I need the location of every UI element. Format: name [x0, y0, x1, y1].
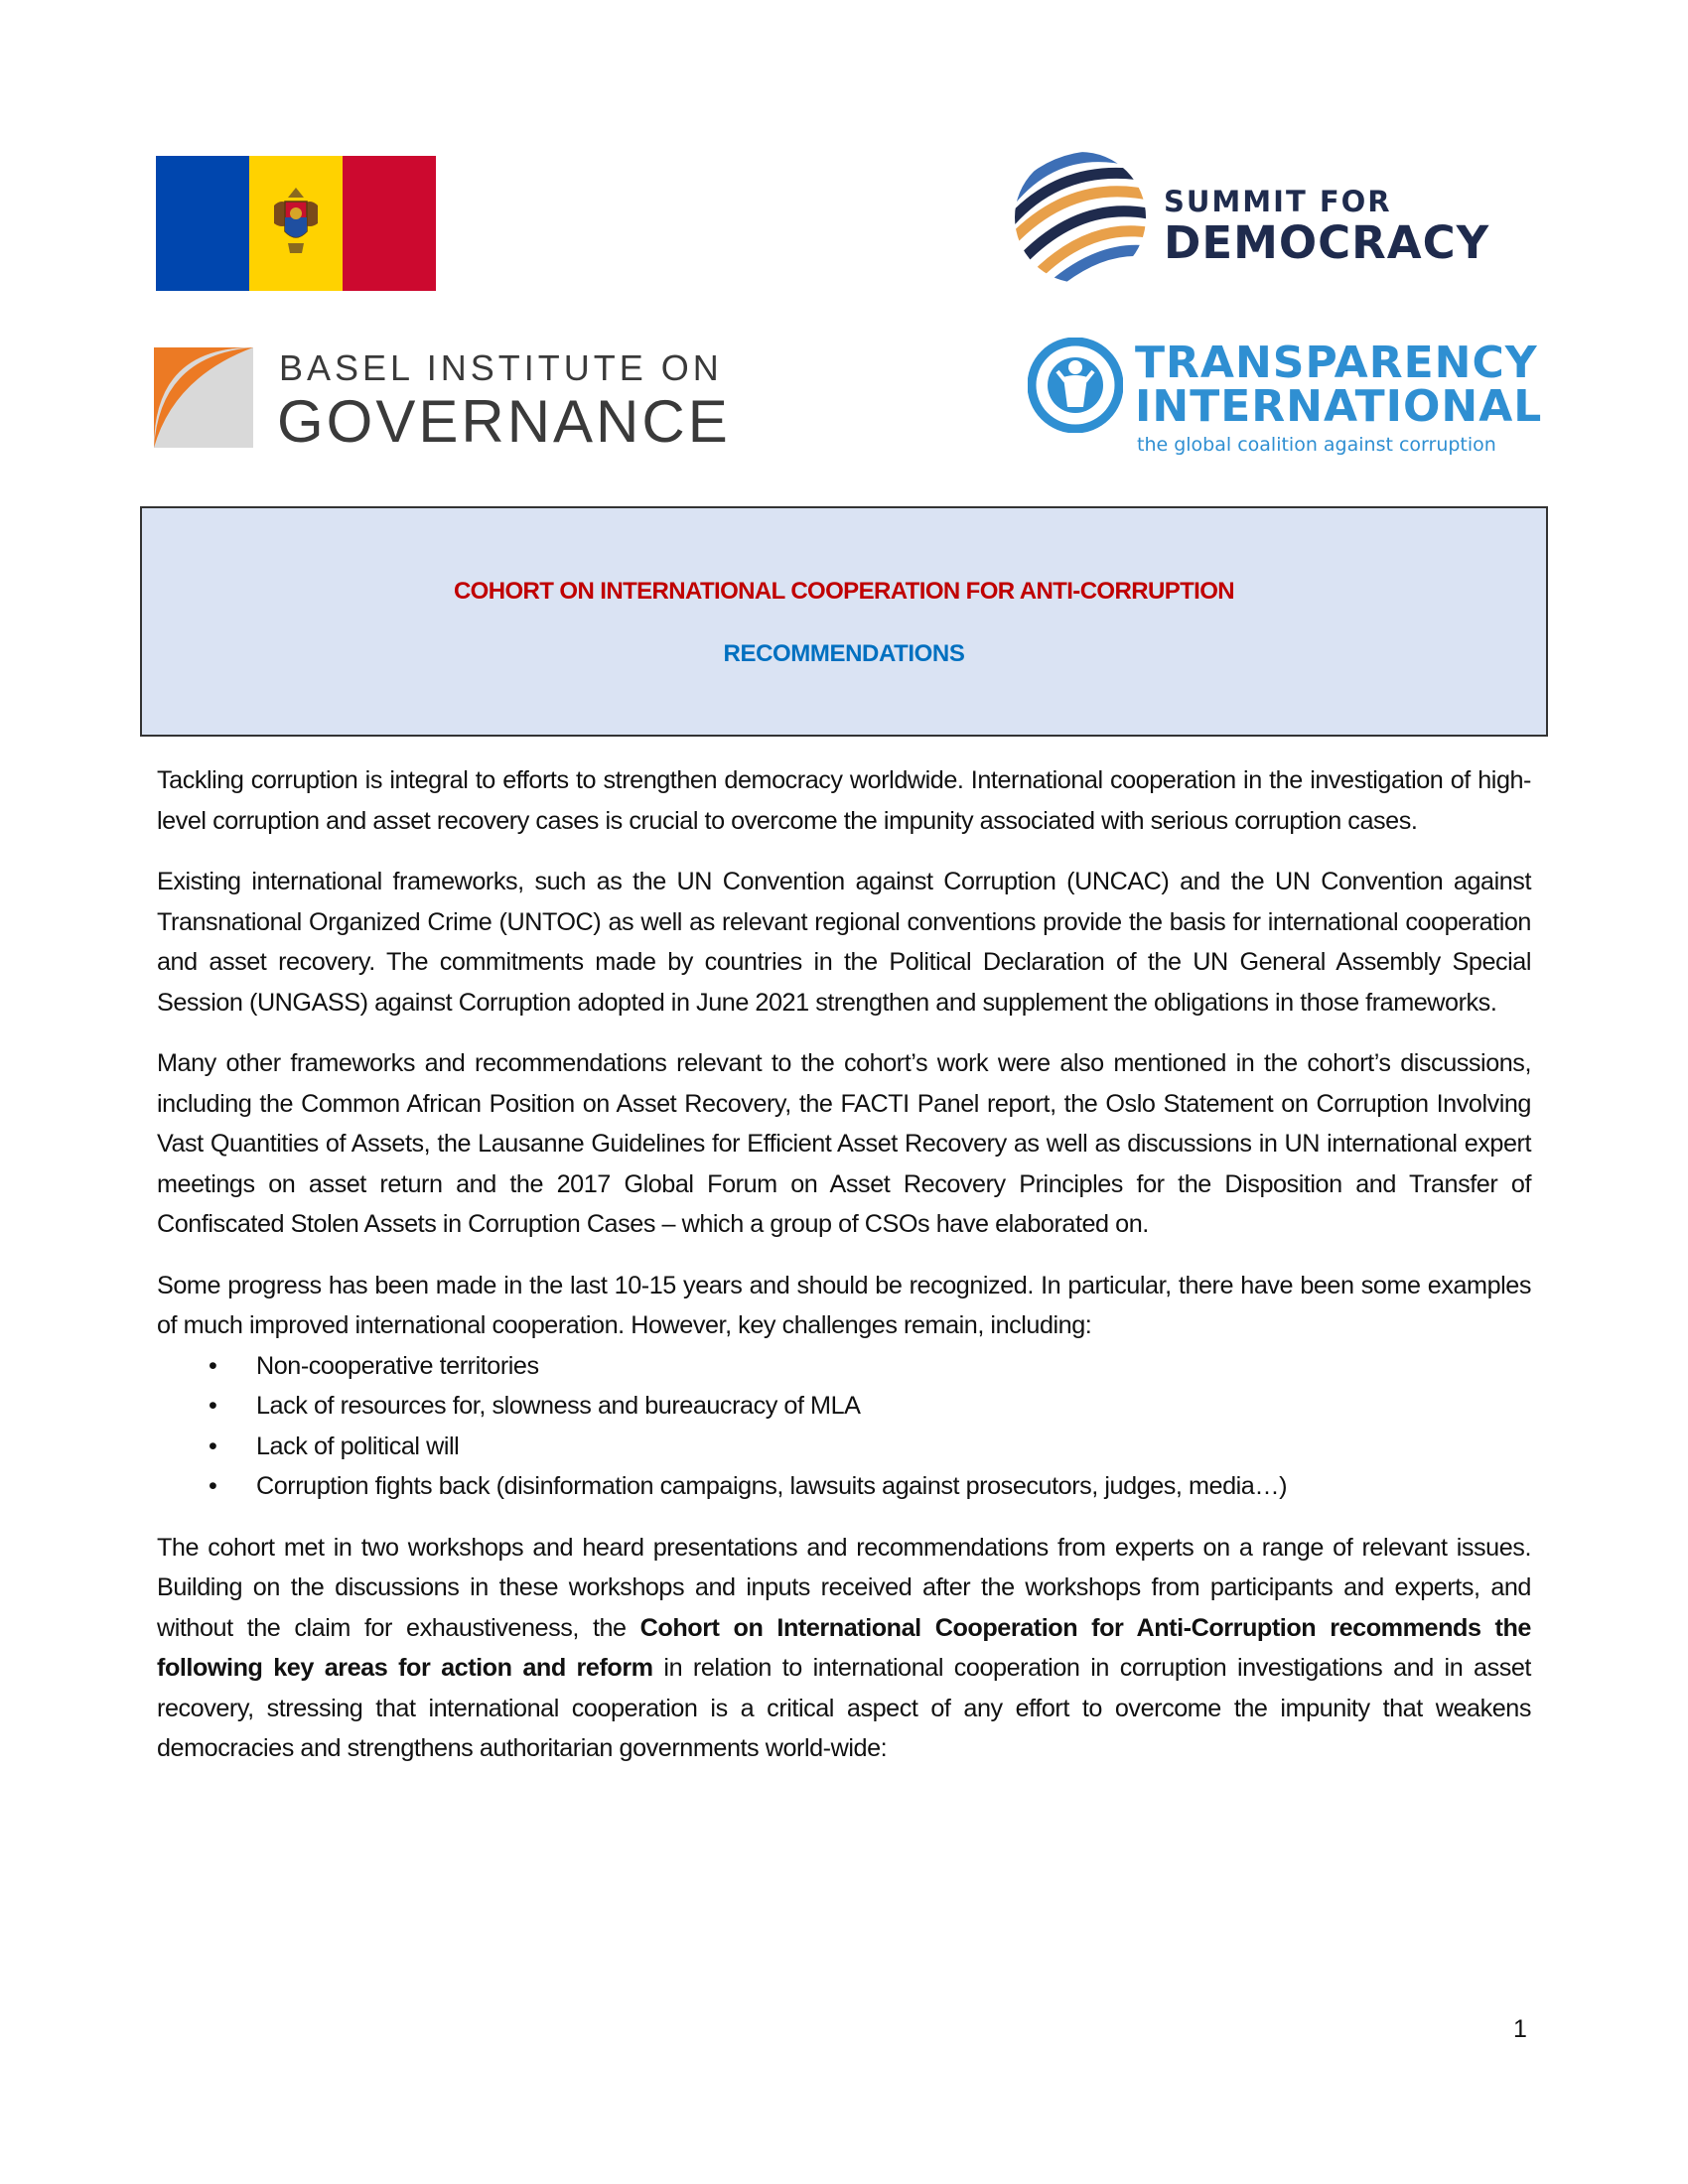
- list-item-text: Lack of resources for, slowness and bureaucracy of MLA: [256, 1392, 861, 1420]
- coat-of-arms-icon: [268, 184, 324, 263]
- title-box: [140, 506, 1548, 737]
- paragraph-intro: Tackling corruption is integral to efforts to strengthen democracy worldwide. International cooperation in the investigation of high-level corruption and asset recovery cases is crucial to overcome the impunity associated with serious corruption cases.: [157, 766, 1531, 835]
- list-item: [157, 1386, 1531, 1427]
- transparency-logo-tagline: the global coalition against corruption: [1137, 434, 1496, 456]
- basel-logo-line1: BASEL INSTITUTE ON: [279, 347, 723, 388]
- paragraph-recommendations: [157, 1528, 1531, 1769]
- summit-swirl-icon: [1013, 151, 1148, 285]
- flag-blue-band: [156, 156, 249, 291]
- document-body: [157, 760, 1531, 1790]
- page-number: 1: [1513, 2015, 1527, 2043]
- paragraph-other-frameworks: Many other frameworks and recommendations relevant to the cohort’s work were also mentioned in the cohort’s discussions, including the Common African Position on Asset Recovery, the FACTI Panel report, the Oslo Statement on Corruption Involving Vast Quantities of Assets, the Lausanne Guidelines for Efficient Asset Recovery as well as discussions in UN international expert meetings on asset return and the 2017 Global Forum on Asset Recovery Principles for the Disposition and Transfer of Confiscated Stolen Assets in Corruption Cases – which a group of CSOs have elaborated on.: [157, 1049, 1531, 1238]
- recommendations-text-end: in relation to international cooperation in corruption investigations and in asset recovery, stressing that international cooperation is a critical aspect of any effort to overcome the impunity that weakens democracies and strengthens authoritarian governments world-wide:: [157, 1654, 1531, 1762]
- list-item: [157, 1466, 1531, 1507]
- summit-logo-line2: DEMOCRACY: [1164, 216, 1490, 269]
- transparency-logo-line1: TRANSPARENCY: [1135, 338, 1538, 388]
- list-item: [157, 1346, 1531, 1387]
- flag-red-band: [343, 156, 436, 291]
- basel-institute-logo: [154, 347, 731, 455]
- paragraph-progress: Some progress has been made in the last 10-15 years and should be recognized. In particular, there have been some examples of much improved international cooperation. However, key challenges remain, including:: [157, 1271, 1531, 1339]
- transparency-logo-line2: INTERNATIONAL: [1135, 381, 1543, 432]
- challenges-list: [157, 1346, 1531, 1507]
- list-item-text: Corruption fights back (disinformation campaigns, lawsuits against prosecutors, judges, media…): [256, 1472, 1288, 1500]
- basel-logo-line2: GOVERNANCE: [277, 388, 731, 455]
- summit-for-democracy-logo: [1013, 151, 1549, 285]
- recommendations-text-start: The cohort met in two workshops and heard presentations and recommendations from experts on a range of relevant issues. Building on the discussions in these workshops and inputs received after the workshops from participants and experts, and without the claim for exhaustiveness, the: [157, 1533, 1531, 1642]
- transparency-international-logo: [1028, 338, 1564, 462]
- list-item-text: Lack of political will: [256, 1432, 460, 1460]
- paragraph-frameworks: Existing international frameworks, such as the UN Convention against Corruption (UNCAC) and the UN Convention against Transnational Organized Crime (UNTOC) as well as relevant regional conventions provide the basis for international cooperation and asset recovery. The commitments made by countries in the Political Declaration of the UN General Assembly Special Session (UNGASS) against Corruption adopted in June 2021 strengthen and supplement the obligations in those frameworks.: [157, 868, 1531, 1017]
- summit-logo-line1: SUMMIT FOR: [1164, 185, 1392, 218]
- transparency-figure-icon: [1028, 338, 1123, 433]
- list-item: [157, 1427, 1531, 1467]
- recommendations-emphasis: Cohort on International Cooperation for Anti-Corruption recommends the following key areas for action and reform: [157, 1613, 1531, 1682]
- document-subtitle: RECOMMENDATIONS: [723, 640, 965, 667]
- basel-quarter-circle-icon: [154, 347, 253, 448]
- bullet-icon: •: [209, 1472, 217, 1500]
- document-title: COHORT ON INTERNATIONAL COOPERATION FOR ANTI-CORRUPTION: [453, 578, 1235, 605]
- bullet-icon: •: [209, 1432, 217, 1460]
- bullet-icon: •: [209, 1351, 217, 1380]
- bullet-icon: •: [209, 1392, 217, 1420]
- list-item-text: Non-cooperative territories: [256, 1351, 539, 1380]
- moldova-flag-logo: [156, 156, 436, 291]
